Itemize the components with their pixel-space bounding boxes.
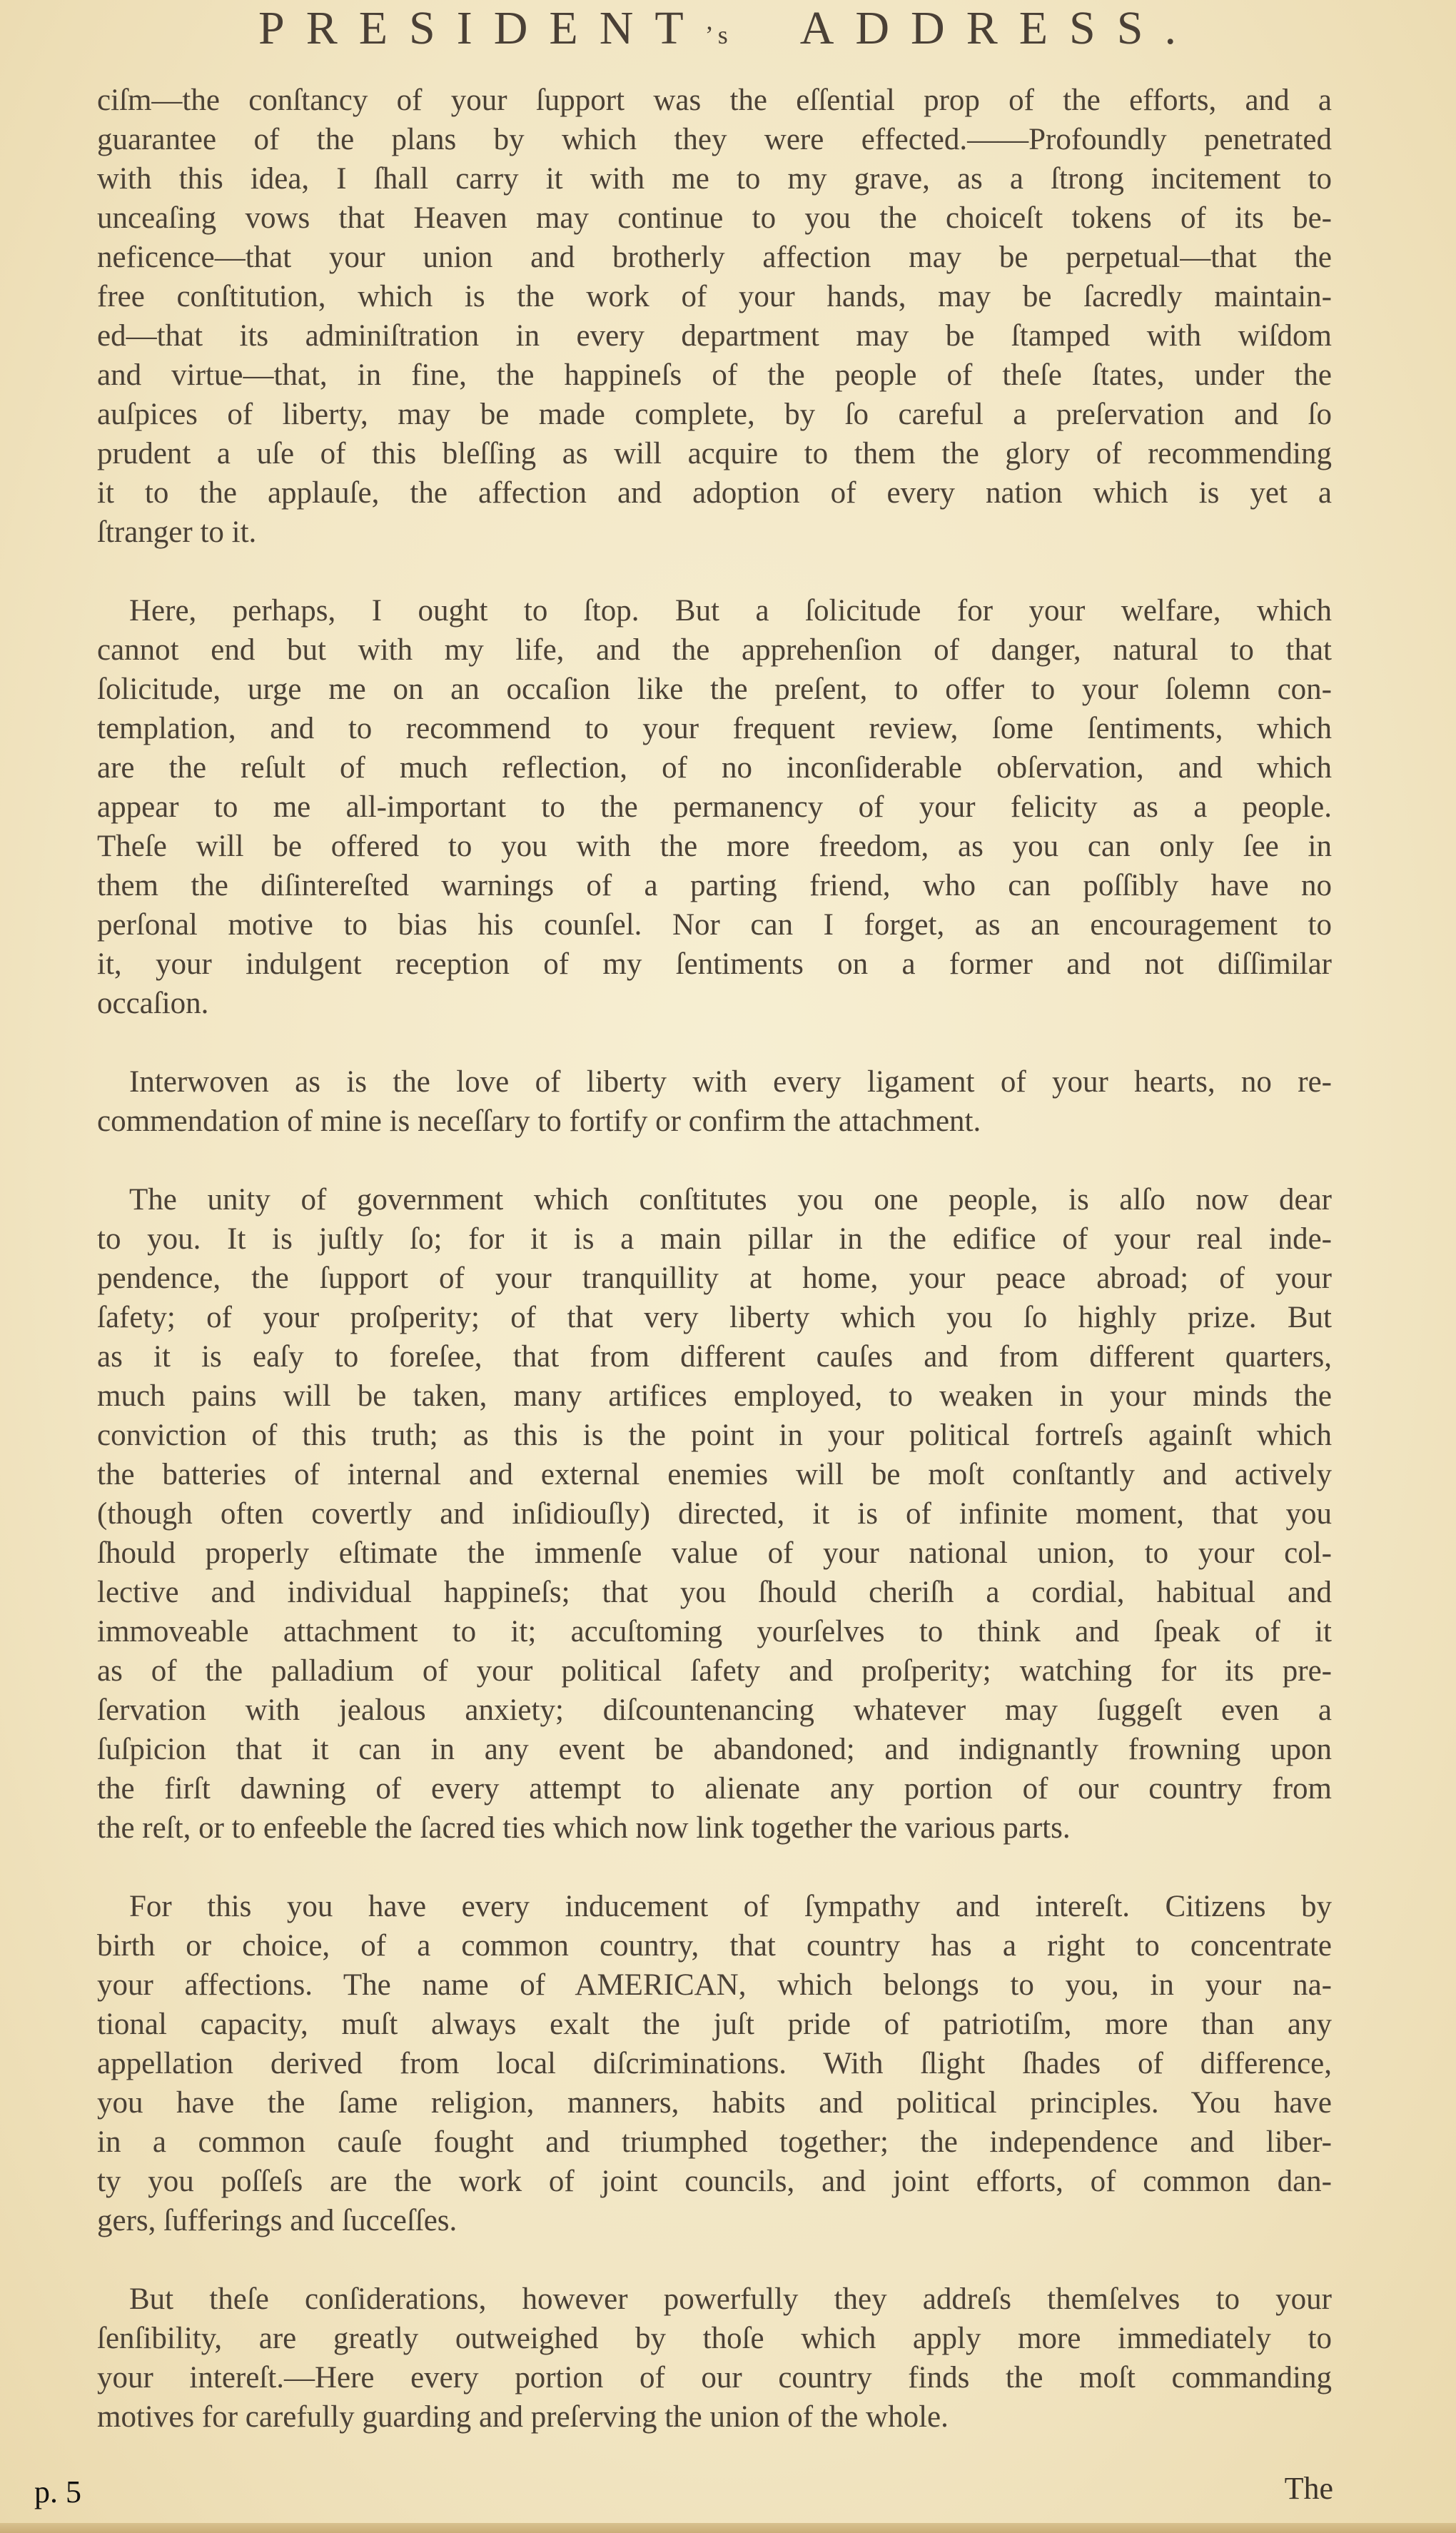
text-line: it to the applauſe, the affection and adoption of every nation which is yet a (97, 476, 1332, 510)
text-line: commendation of mine is neceſſary to fortify or confirm the attachment. (97, 1104, 981, 1138)
text-line: with this idea, I ſhall carry it with me to my grave, as a ſtrong incitement to (97, 162, 1332, 196)
text-line: as it is eaſy to foreſee, that from different cauſes and from different quarters, (97, 1340, 1332, 1374)
text-line: are the reſult of much reflection, of no inconſiderable obſervation, and which (97, 751, 1332, 785)
text-line: appellation derived from local diſcriminations. With ſlight ſhades of difference, (97, 2047, 1332, 2080)
text-line: birth or choice, of a common country, that country has a right to concentrate (97, 1929, 1332, 1963)
text-line: conviction of this truth; as this is the point in your political fortreſs againſt which (97, 1419, 1332, 1452)
text-line: unceaſing vows that Heaven may continue to you the choiceſt tokens of its be- (97, 201, 1332, 235)
text-line: ciſm—the conſtancy of your ſupport was the eſſential prop of the efforts, and a (97, 84, 1332, 117)
text-line: your intereſt.—Here every portion of our country finds the moſt commanding (97, 2361, 1332, 2394)
text-line: the batteries of internal and external enemies will be moſt conſtantly and actively (97, 1458, 1332, 1491)
text-line: you have the ſame religion, manners, habits and political principles. You have (97, 2086, 1332, 2120)
text-line: The unity of government which conſtitutes you one people, is alſo now dear (129, 1183, 1332, 1217)
title-possessive: ’s (704, 21, 734, 49)
text-line: ſenſibility, are greatly outweighed by thoſe which apply more immediately to (97, 2322, 1332, 2355)
text-line: ſervation with jealous anxiety; diſcountenancing whatever may ſuggeſt even a (97, 1693, 1332, 1727)
text-line: ſhould properly eſtimate the immenſe value of your national union, to your col- (97, 1536, 1332, 1570)
text-line: in a common cauſe fought and triumphed together; the independence and liber- (97, 2125, 1332, 2159)
text-line: it, your indulgent reception of my ſentiments on a former and not diſſimilar (97, 947, 1332, 981)
document-body (97, 81, 1332, 2476)
text-line: prudent a uſe of this bleſſing as will acquire to them the glory of recommending (97, 437, 1332, 470)
text-line: and virtue—that, in fine, the happineſs of the people of theſe ſtates, under the (97, 358, 1332, 392)
text-line: perſonal motive to bias his counſel. Nor can I forget, as an encouragement to (97, 908, 1332, 942)
text-line: guarantee of the plans by which they were effected.——Profoundly penetrated (97, 123, 1332, 156)
text-line: your affections. The name of AMERICAN, which belongs to you, in your na- (97, 1968, 1332, 2002)
text-line: Interwoven as is the love of liberty with every ligament of your hearts, no re- (129, 1065, 1332, 1099)
text-line: ed—that its adminiſtration in every department may be ſtamped with wiſdom (97, 319, 1332, 353)
text-line: as of the palladium of your political ſafety and proſperity; watching for its pre- (97, 1654, 1332, 1688)
title-president: PRESIDENT (258, 2, 705, 54)
text-line: ty you poſſeſs are the work of joint councils, and joint efforts, of common dan- (97, 2165, 1332, 2198)
paragraph (97, 1887, 1332, 2240)
paragraph (97, 2280, 1332, 2437)
paragraph (97, 1180, 1332, 1848)
page-number: p. 5 (34, 2474, 81, 2509)
text-line: (though often covertly and inſidiouſly) directed, it is of infinite moment, that you (97, 1497, 1332, 1531)
text-line: gers, ſufferings and ſucceſſes. (97, 2204, 457, 2237)
paragraph (97, 591, 1332, 1023)
text-line: to you. It is juſtly ſo; for it is a main pillar in the edifice of your real inde- (97, 1222, 1332, 1256)
text-line: motives for carefully guarding and preſerving the union of the whole. (97, 2400, 949, 2434)
text-line: immoveable attachment to it; accuſtoming yourſelves to think and ſpeak of it (97, 1615, 1332, 1648)
text-line: the reſt, or to enfeeble the ſacred ties which now link together the various parts. (97, 1811, 1071, 1845)
text-line: ſtranger to it. (97, 515, 257, 549)
page-title (0, 1, 1456, 56)
catchword: The (1284, 2471, 1333, 2506)
text-line: For this you have every inducement of ſympathy and intereſt. Citizens by (129, 1890, 1332, 1923)
text-line: the firſt dawning of every attempt to alienate any portion of our country from (97, 1772, 1332, 1806)
text-line: them the diſintereſted warnings of a parting friend, who can poſſibly have no (97, 869, 1332, 902)
text-line: pendence, the ſupport of your tranquillity at home, your peace abroad; of your (97, 1262, 1332, 1295)
text-line: templation, and to recommend to your frequent review, ſome ſentiments, which (97, 712, 1332, 745)
text-line: But theſe conſiderations, however powerfully they addreſs themſelves to your (129, 2282, 1332, 2316)
text-line: ſuſpicion that it can in any event be abandoned; and indignantly frowning upon (97, 1733, 1332, 1766)
text-line: Here, perhaps, I ought to ſtop. But a ſolicitude for your welfare, which (129, 594, 1332, 628)
paragraph (97, 81, 1332, 552)
text-line: ſafety; of your proſperity; of that very liberty which you ſo highly prize. But (97, 1301, 1332, 1334)
text-line: neficence—that your union and brotherly affection may be perpetual—that the (97, 241, 1332, 274)
paragraph (97, 1062, 1332, 1141)
text-line: occaſion. (97, 987, 209, 1020)
title-address: ADDRESS. (799, 2, 1198, 54)
text-line: ſolicitude, urge me on an occaſion like the preſent, to offer to your ſolemn con- (97, 673, 1332, 706)
page-edge (0, 2523, 1456, 2533)
text-line: cannot end but with my life, and the apprehenſion of danger, natural to that (97, 633, 1332, 667)
text-line: much pains will be taken, many artifices employed, to weaken in your minds the (97, 1379, 1332, 1413)
text-line: auſpices of liberty, may be made complete, by ſo careful a preſervation and ſo (97, 398, 1332, 431)
text-line: free conſtitution, which is the work of your hands, may be ſacredly maintain- (97, 280, 1332, 313)
text-line: tional capacity, muſt always exalt the juſt pride of patriotiſm, more than any (97, 2008, 1332, 2041)
text-line: appear to me all-important to the permanency of your felicity as a people. (97, 790, 1332, 824)
text-line: lective and individual happineſs; that you ſhould cheriſh a cordial, habitual and (97, 1576, 1332, 1609)
text-line: Theſe will be offered to you with the more freedom, as you can only ſee in (97, 830, 1332, 863)
